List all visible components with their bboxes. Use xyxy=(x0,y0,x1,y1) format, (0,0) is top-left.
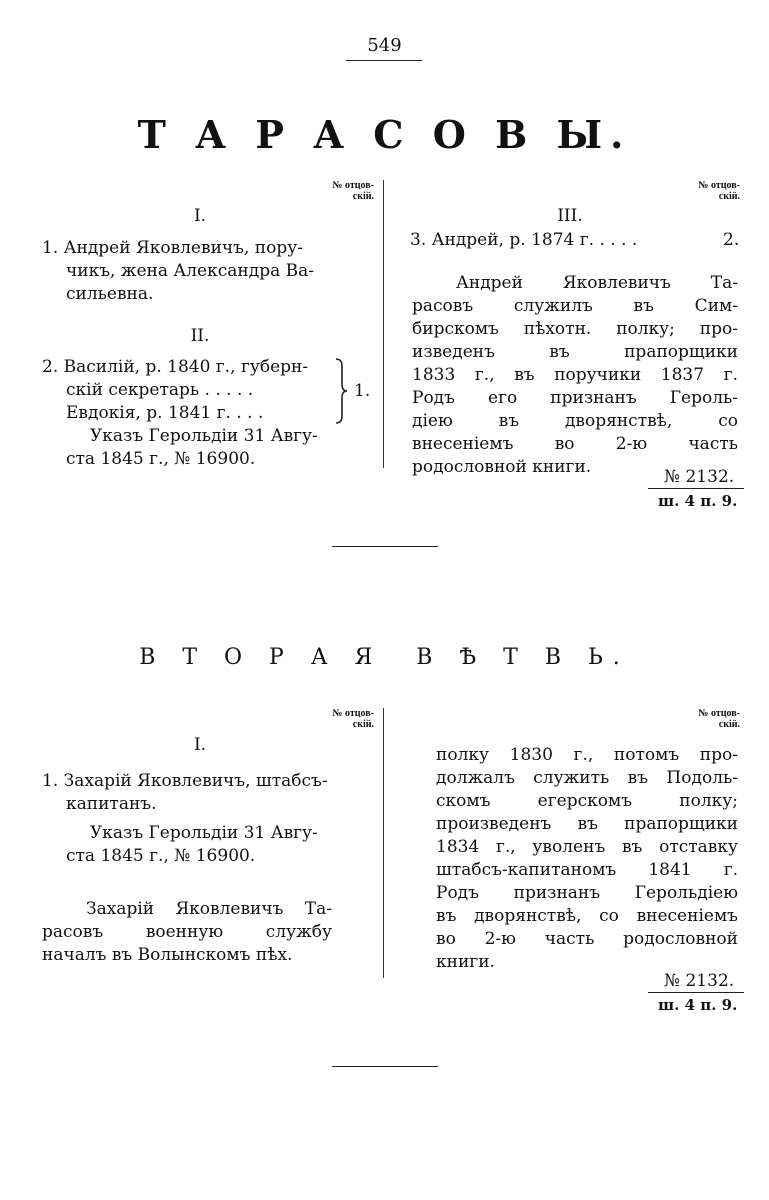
entry-andrey xyxy=(42,237,314,306)
text-line: Указъ Герольдіи 31 Авгу- xyxy=(90,823,318,843)
ukaz-note xyxy=(66,822,318,868)
text-line: во 2-ю часть родословной xyxy=(436,929,738,949)
record-rule xyxy=(648,488,744,489)
entry-line: капитанъ. xyxy=(66,794,157,814)
text-line: расовъ служилъ въ Сим- xyxy=(412,296,738,316)
record-number: № 2132. xyxy=(664,971,735,991)
text-line: 1834 г., уволенъ въ отставку xyxy=(436,837,738,857)
entry-vasiliy xyxy=(42,356,308,425)
ukaz-note xyxy=(66,425,318,471)
section-divider xyxy=(332,1066,438,1067)
column-divider xyxy=(383,708,384,978)
branch-title: В Т О Р А Я В Ѣ Т В Ь. xyxy=(139,645,630,670)
text-line: Родъ его признанъ Героль- xyxy=(412,388,738,408)
generation-III: III. xyxy=(557,206,583,226)
biography-paragraph-cont xyxy=(412,744,738,974)
biography-paragraph xyxy=(412,272,738,479)
text-line: ста 1845 г., № 16900. xyxy=(66,846,256,866)
otsovsky-label-left: № отцов- скій. xyxy=(332,708,374,730)
otsovsky-label-right: № отцов- скій. xyxy=(698,708,740,730)
text-line: внесеніемъ во 2-ю часть xyxy=(412,434,738,454)
father-number: 1. xyxy=(354,381,371,401)
bracket-icon xyxy=(334,358,348,424)
father-number: 2. xyxy=(723,230,740,250)
page-title: Т А Р А С О В Ы. xyxy=(137,112,632,157)
otsovsky-label-right: № отцов- скій. xyxy=(698,180,740,202)
entry-andrey-1874: 3. Андрей, р. 1874 г. . . . . xyxy=(410,230,638,250)
text-line: началъ въ Волынскомъ пѣх. xyxy=(42,945,293,965)
entry-line: 2. Василій, р. 1840 г., губерн- xyxy=(42,357,309,377)
otsovsky-label-left: № отцов- скій. xyxy=(332,180,374,202)
text-line: ста 1845 г., № 16900. xyxy=(66,449,256,469)
shelf-mark: ш. 4 п. 9. xyxy=(658,492,738,510)
record-number: № 2132. xyxy=(664,467,735,487)
shelf-mark: ш. 4 п. 9. xyxy=(658,996,738,1014)
generation-II: II. xyxy=(190,326,210,346)
text-line: книги. xyxy=(436,952,495,972)
entry-line: чикъ, жена Александра Ва- xyxy=(66,261,314,281)
text-line: произведенъ въ прапорщики xyxy=(436,814,738,834)
text-line: Родъ признанъ Герольдіею xyxy=(436,883,738,903)
text-line: изведенъ въ прапорщики xyxy=(412,342,738,362)
entry-line: сильевна. xyxy=(66,284,154,304)
text-line: должалъ служить въ Подоль- xyxy=(436,768,738,788)
section-divider xyxy=(332,546,438,547)
text-line: Указъ Герольдіи 31 Авгу- xyxy=(90,426,318,446)
text-line: родословной книги. xyxy=(412,457,592,477)
column-divider xyxy=(383,180,384,468)
text-line: діею въ дворянствѣ, со xyxy=(412,411,738,431)
text-line: скомъ егерскомъ полку; xyxy=(436,791,738,811)
text-line: штабсъ-капитаномъ 1841 г. xyxy=(436,860,738,880)
text-line: расовъ военную службу xyxy=(42,922,332,942)
text-line: 1833 г., въ поручики 1837 г. xyxy=(412,365,738,385)
entry-line: 1. Захарій Яковлевичъ, штабсъ- xyxy=(42,771,328,791)
biography-paragraph xyxy=(42,898,332,967)
page-number: 549 xyxy=(367,35,402,56)
record-rule xyxy=(648,992,744,993)
text-line: въ дворянствѣ, со внесеніемъ xyxy=(436,906,738,926)
page-number-underline xyxy=(346,60,422,61)
entry-line: 1. Андрей Яковлевичъ, пору- xyxy=(42,238,303,258)
entry-line: скій секретарь . . . . . xyxy=(66,380,254,400)
generation-I: I. xyxy=(193,735,207,755)
text-line: бирскомъ пѣхотн. полку; про- xyxy=(412,319,738,339)
text-line: Андрей Яковлевичъ Та- xyxy=(456,273,738,293)
entry-line: Евдокія, р. 1841 г. . . . xyxy=(66,403,264,423)
generation-I: I. xyxy=(193,206,207,226)
text-line: Захарій Яковлевичъ Та- xyxy=(86,899,332,919)
entry-zakhariy xyxy=(42,770,328,816)
text-line: полку 1830 г., потомъ про- xyxy=(436,745,738,765)
